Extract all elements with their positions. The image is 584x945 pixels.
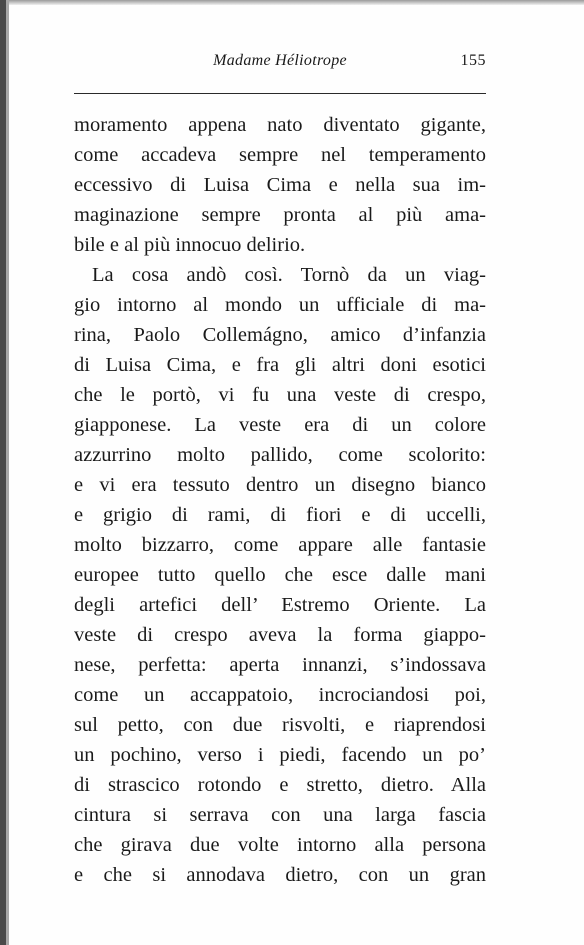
running-title: Madame Héliotrope (213, 52, 347, 69)
text-line: azzurrino molto pallido, come scolorito: (74, 444, 486, 466)
text-line: moramento appena nato diventato gigante, (74, 114, 486, 136)
text-line: come accadeva sempre nel temperamento (74, 144, 486, 166)
text-line: maginazione sempre pronta al più ama- (74, 204, 486, 226)
text-line: eccessivo di Luisa Cima e nella sua im- (74, 174, 486, 196)
text-line: come un accappatoio, incrociandosi poi, (74, 684, 486, 706)
text-line: degli artefici dell’ Estremo Oriente. La (74, 594, 486, 616)
text-line: gio intorno al mondo un ufficiale di ma- (74, 294, 486, 316)
binding-shadow (6, 0, 9, 945)
text-line: veste di crespo aveva la forma giappo- (74, 624, 486, 646)
text-line: rina, Paolo Collemágno, amico d’infanzia (74, 324, 486, 346)
page-top-edge (0, 0, 584, 5)
text-line: nese, perfetta: aperta innanzi, s’indossava (74, 654, 486, 676)
page-number: 155 (460, 52, 486, 69)
text-line: giapponese. La veste era di un colore (74, 414, 486, 436)
text-line: e vi era tessuto dentro un disegno bianco (74, 474, 486, 496)
body-text (74, 110, 486, 890)
text-line: europee tutto quello che esce dalle mani (74, 564, 486, 586)
text-line: cintura si serrava con una larga fascia (74, 804, 486, 826)
text-line: e grigio di rami, di fiori e di uccelli, (74, 504, 486, 526)
text-line: sul petto, con due risvolti, e riaprendosi (74, 714, 486, 736)
page-header (74, 52, 486, 74)
text-line: bile e al più innocuo delirio. (74, 234, 306, 256)
text-line: molto bizzarro, come appare alle fantasie (74, 534, 486, 556)
text-line: di Luisa Cima, e fra gli altri doni esotici (74, 354, 486, 376)
text-line: La cosa andò così. Tornò da un viag- (92, 264, 486, 286)
text-line: e che si annodava dietro, con un gran (74, 864, 486, 886)
text-line: che le portò, vi fu una veste di crespo, (74, 384, 486, 406)
text-line: che girava due volte intorno alla persona (74, 834, 486, 856)
header-rule (74, 93, 486, 94)
text-line: un pochino, verso i piedi, facendo un po’ (74, 744, 486, 766)
text-line: di strascico rotondo e stretto, dietro. Alla (74, 774, 486, 796)
